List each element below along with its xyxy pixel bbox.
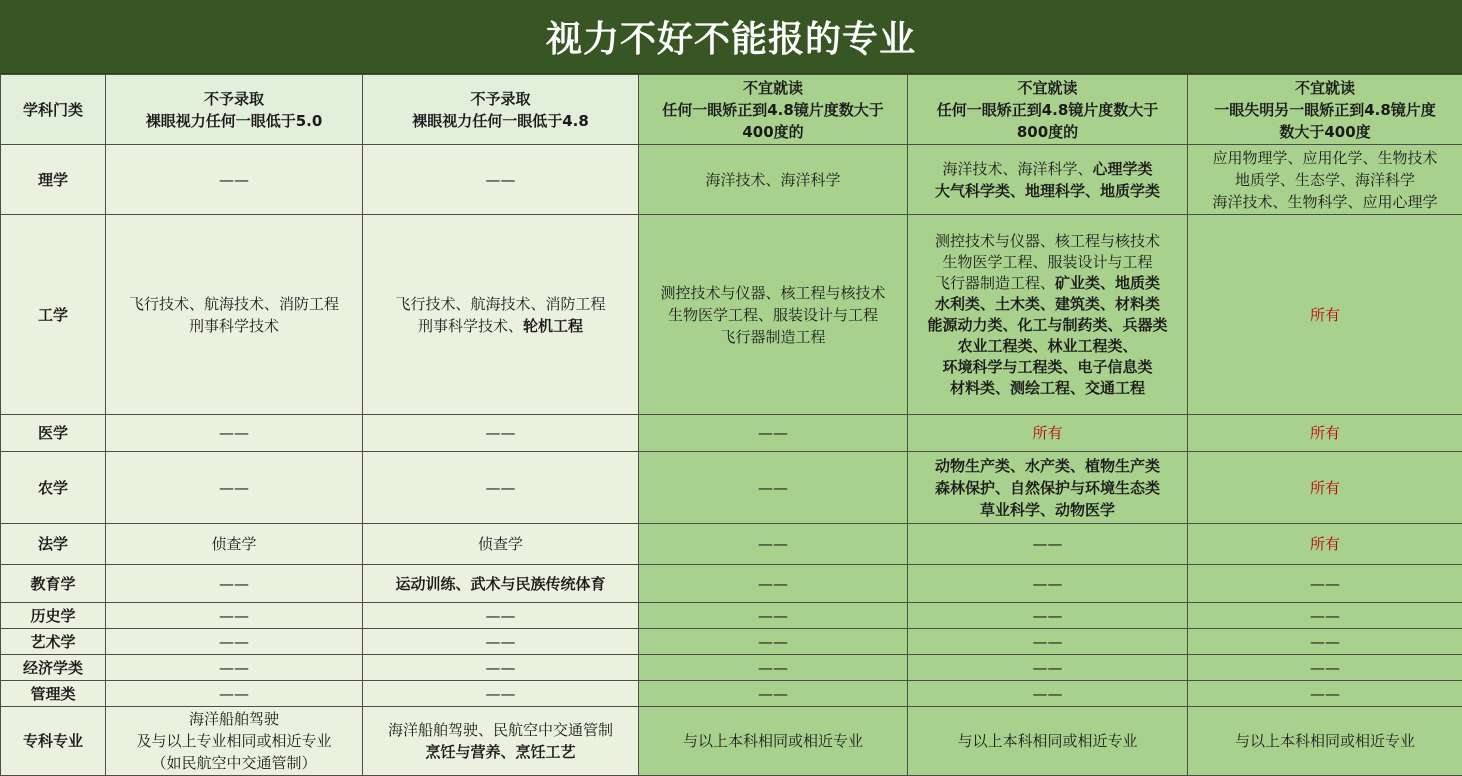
cell-col4: 测控技术与仪器、核工程与核技术 生物医学工程、服装设计与工程 飞行器制造工程、矿业类、地质类 水利类、土木类、建筑类、材料类 能源动力类、化工与制药类、兵器类 农业工程类、林业工程类、 环境科学与工程类、电子信息类 材料类、测绘工程、交通工程 (908, 215, 1188, 415)
cell-col5: —— (1188, 603, 1462, 629)
cell-col4: 动物生产类、水产类、植物生产类 森林保护、自然保护与环境生态类 草业科学、动物医学 (908, 452, 1188, 524)
subject-cell: 专科专业 (1, 707, 106, 776)
table-row (1, 629, 1462, 655)
table-row (1, 215, 1462, 415)
cell-col1: —— (106, 655, 363, 681)
table-row (1, 452, 1462, 524)
cell-col2: —— (363, 655, 639, 681)
cell-col3: —— (639, 603, 908, 629)
cell-col1: —— (106, 415, 363, 452)
cell-col1: 飞行技术、航海技术、消防工程 刑事科学技术 (106, 215, 363, 415)
header-col5: 不宜就读 一眼失明另一眼矫正到4.8镜片度 数大于400度 (1188, 75, 1462, 145)
header-col2: 不予录取 裸眼视力任何一眼低于4.8 (363, 75, 639, 145)
subject-cell: 历史学 (1, 603, 106, 629)
cell-col1: —— (106, 629, 363, 655)
cell-col3: —— (639, 452, 908, 524)
cell-col3: —— (639, 524, 908, 565)
cell-col4: 海洋技术、海洋科学、心理学类 大气科学类、地理科学、地质学类 (908, 145, 1188, 215)
cell-col1: 侦查学 (106, 524, 363, 565)
cell-col5: 所有 (1188, 452, 1462, 524)
cell-col4: 所有 (908, 415, 1188, 452)
table-row (1, 524, 1462, 565)
cell-col4: —— (908, 603, 1188, 629)
table-row (1, 655, 1462, 681)
table-row (1, 603, 1462, 629)
cell-col2: —— (363, 603, 639, 629)
cell-col3: —— (639, 681, 908, 707)
cell-col2: 飞行技术、航海技术、消防工程 刑事科学技术、轮机工程 (363, 215, 639, 415)
subject-cell: 医学 (1, 415, 106, 452)
header-col4: 不宜就读 任何一眼矫正到4.8镜片度数大于 800度的 (908, 75, 1188, 145)
cell-col4: 与以上本科相同或相近专业 (908, 707, 1188, 776)
cell-col5: —— (1188, 629, 1462, 655)
cell-col1: 海洋船舶驾驶 及与以上专业相同或相近专业 （如民航空中交通管制） (106, 707, 363, 776)
cell-col2: 海洋船舶驾驶、民航空中交通管制 烹饪与营养、烹饪工艺 (363, 707, 639, 776)
cell-col2: —— (363, 629, 639, 655)
subject-cell: 经济学类 (1, 655, 106, 681)
header-subject: 学科门类 (1, 75, 106, 145)
cell-col2: 侦查学 (363, 524, 639, 565)
cell-col5: 与以上本科相同或相近专业 (1188, 707, 1462, 776)
header-row (1, 75, 1462, 145)
subject-cell: 工学 (1, 215, 106, 415)
table-row (1, 681, 1462, 707)
cell-col4: —— (908, 629, 1188, 655)
cell-col4: —— (908, 681, 1188, 707)
cell-col3: —— (639, 415, 908, 452)
cell-col5: —— (1188, 565, 1462, 603)
header-col3: 不宜就读 任何一眼矫正到4.8镜片度数大于 400度的 (639, 75, 908, 145)
cell-col1: —— (106, 452, 363, 524)
cell-col3: 海洋技术、海洋科学 (639, 145, 908, 215)
restricted-majors-table (0, 74, 1462, 776)
cell-col3: —— (639, 655, 908, 681)
cell-col2: —— (363, 415, 639, 452)
cell-col5: 应用物理学、应用化学、生物技术 地质学、生态学、海洋科学 海洋技术、生物科学、应用心理学 (1188, 145, 1462, 215)
subject-cell: 教育学 (1, 565, 106, 603)
cell-col1: —— (106, 603, 363, 629)
cell-col1: —— (106, 681, 363, 707)
cell-col3: 测控技术与仪器、核工程与核技术 生物医学工程、服装设计与工程 飞行器制造工程 (639, 215, 908, 415)
cell-col5: 所有 (1188, 415, 1462, 452)
cell-col4: —— (908, 565, 1188, 603)
cell-col1: —— (106, 565, 363, 603)
cell-col4: —— (908, 524, 1188, 565)
page-title: 视力不好不能报的专业 (0, 0, 1462, 74)
cell-col1: —— (106, 145, 363, 215)
table-row (1, 707, 1462, 776)
cell-col5: —— (1188, 681, 1462, 707)
subject-cell: 艺术学 (1, 629, 106, 655)
table-row (1, 565, 1462, 603)
cell-col2: —— (363, 681, 639, 707)
cell-col3: —— (639, 629, 908, 655)
cell-col2: —— (363, 452, 639, 524)
subject-cell: 管理类 (1, 681, 106, 707)
subject-cell: 理学 (1, 145, 106, 215)
cell-col5: 所有 (1188, 215, 1462, 415)
cell-col4: —— (908, 655, 1188, 681)
cell-col3: 与以上本科相同或相近专业 (639, 707, 908, 776)
subject-cell: 法学 (1, 524, 106, 565)
cell-col2: —— (363, 145, 639, 215)
subject-cell: 农学 (1, 452, 106, 524)
cell-col3: —— (639, 565, 908, 603)
cell-col2: 运动训练、武术与民族传统体育 (363, 565, 639, 603)
cell-col5: 所有 (1188, 524, 1462, 565)
table-row (1, 415, 1462, 452)
table-row (1, 145, 1462, 215)
header-col1: 不予录取 裸眼视力任何一眼低于5.0 (106, 75, 363, 145)
cell-col5: —— (1188, 655, 1462, 681)
